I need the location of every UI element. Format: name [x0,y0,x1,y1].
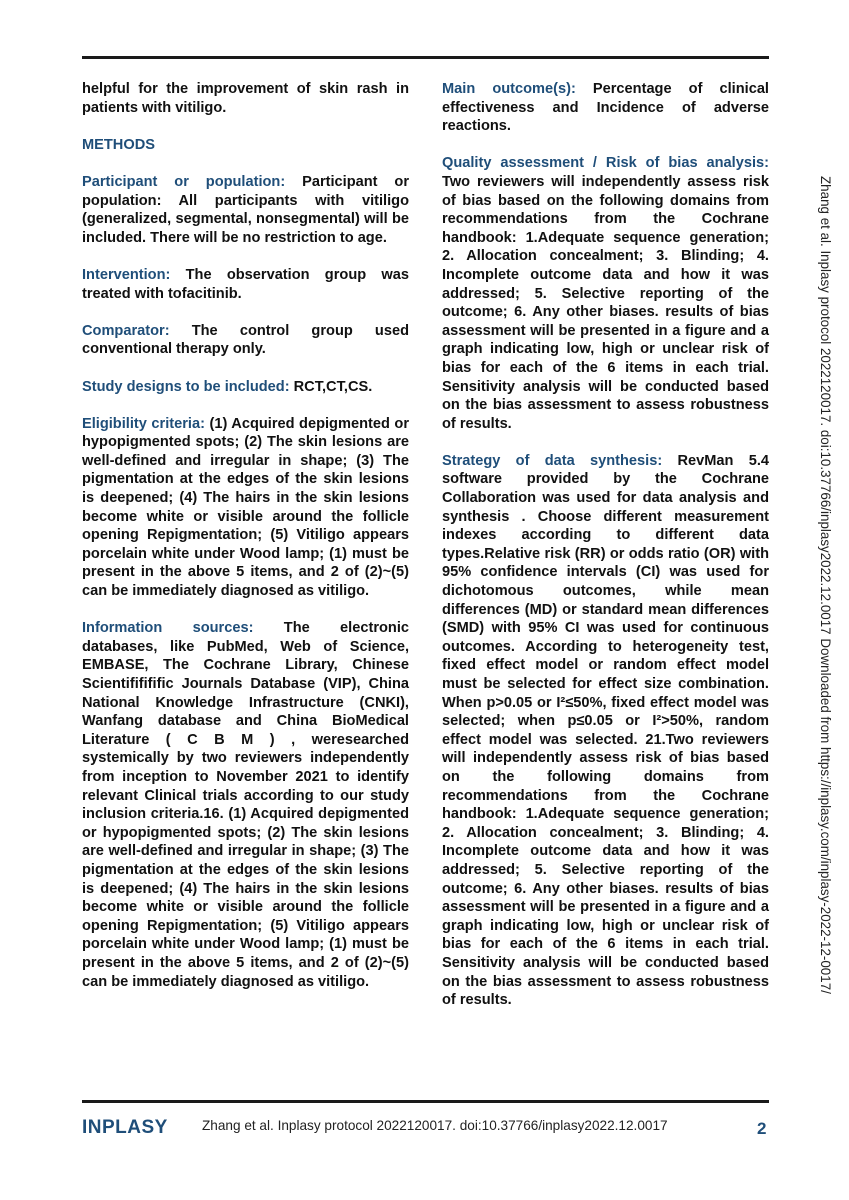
eligibility-label: Eligibility criteria: [82,415,205,432]
methods-heading: METHODS [82,136,155,153]
participants-label: Participant or population: [82,173,286,190]
information-sources-text: The electronic databases, like PubMed, Web of Science, EMBASE, The Cochrane Library, Chinese Scientifififific Journals Database (VIP), China National Knowledge Infrastructure (CNKI), Wanfang database and China BioMedical Literature ( C B M ) , weresearched systemically by two reviewers independently from inception to November 2021 to identify relevant Clinical trials according to our study inclusion criteria.16. (1) Acquired depigmented or hypopigmented spots; (2) The skin lesions are well-defined and irregular in shape; (3) The pigmentation at the edges of the skin lesions is deepened; (4) The hairs in the skin lesions become white or visible around the follicle opening Repigmentation; (5) Vitiligo appears porcelain white under Wood lamp; (1) must be present in the above 5 items, and 2 of (2)~(5) can be immediately diagnosed as vitiligo. [82,620,409,990]
intervention-label: Intervention: [82,266,171,283]
quality-assessment-paragraph [442,154,769,433]
study-designs-label: Study designs to be included: [82,378,290,395]
main-outcomes-label: Main outcome(s): [442,81,576,97]
page-number: 2 [757,1119,767,1138]
eligibility-text: (1) Acquired depigmented or hypopigmented spots; (2) The skin lesions are well-defined and irregular in shape; (3) The pigmentation at the edges of the skin lesions is deepened; (4) The hairs in the skin lesions become white or visible around the follicle opening Repigmentation; (5) Vitiligo appears porcelain white under Wood lamp; (1) must be present in the above 5 items, and 2 of (2)~(5) can be immediately diagnosed as vitiligo. [82,415,409,600]
footer-brand-logo: INPLASY [82,1117,168,1138]
synthesis-label: Strategy of data synthesis: [442,452,663,469]
footer-citation: Zhang et al. Inplasy protocol 2022120017. doi:10.37766/inplasy2022.12.0017 [202,1118,668,1133]
main-outcomes-paragraph [442,80,769,136]
quality-assessment-text: Two reviewers will independently assess risk of bias based on the following domains from recommendations from the Cochrane handbook: 1.Adequate sequence generation; 2. Allocation concealment; 3. Blinding; 4. Incomplete outcome data and how it was addressed; 5. Selective reporting of the outcome; 6. Any other biases. results of bias assessment will be presented in a figure and a graph indicating low, high or unclear risk of bias for each of the 6 items in each trial. Sensitivity analysis will be conducted based on the bias assessment to assess robustness of results. [442,173,769,432]
bottom-rule [82,1100,769,1103]
study-designs-paragraph [82,378,409,397]
study-designs-text: RCT,CT,CS. [289,378,373,395]
quality-assessment-label: Quality assessment / Risk of bias analysis: [442,155,769,172]
information-sources-label: Information sources: [82,620,254,637]
side-download-note: Zhang et al. Inplasy protocol 2022120017. doi:10.37766/inplasy2022.12.0017 Downloaded from https://inplasy.com/inplasy-2022-12-0017/ [818,176,833,994]
comparator-label: Comparator: [82,322,170,339]
participants-paragraph [82,173,409,247]
top-rule [82,56,769,59]
comparator-paragraph [82,322,409,359]
eligibility-paragraph [82,415,409,601]
synthesis-text: RevMan 5.4 software provided by the Cochrane Collaboration was used for data analysis and synthesis . Choose different measurement indexes according to different data types.Relative risk (RR) or odds ratio (OR) with 95% confidence intervals (CI) was used for dichotomous outcomes, while mean differences (MD) or standard mean differences (SMD) with 95% CI was used for continuous outcomes. According to heterogeneity test, fixed effect model or random effect model must be selected for effect size combination. When p>0.05 or I²≤50%, fixed effect model was selected; when p≤0.05 or I²>50%, random effect model was selected. 21.Two reviewers will independently assess risk of bias based on the following domains from recommendations from the Cochrane handbook: 1.Adequate sequence generation; 2. Allocation concealment; 3. Blinding; 4. Incomplete outcome data and how it was addressed; 5. Selective reporting of the outcome; 6. Any other biases. results of bias assessment will be presented in a figure and a graph indicating low, high or unclear risk of bias for each of the 6 items in each trial. Sensitivity analysis will be conducted based on the bias assessment to assess robustness of results. [442,452,770,1009]
information-sources-paragraph [82,619,409,991]
right-column [442,80,769,1028]
comparator-text: The control group used conventional therapy only. [82,322,409,358]
intervention-paragraph [82,266,409,303]
intro-paragraph: helpful for the improvement of skin rash in patients with vitiligo. [82,81,409,116]
main-outcomes-text: Percentage of clinical effectiveness and Incidence of adverse reactions. [442,81,769,135]
left-column [82,80,409,1010]
participants-text: Participant or population: All participants with vitiligo (generalized, segmental, nonsegmental) will be included. There will be no restriction to age. [82,173,409,246]
synthesis-paragraph [442,452,769,1010]
intervention-text: The observation group was treated with tofacitinib. [82,266,409,302]
